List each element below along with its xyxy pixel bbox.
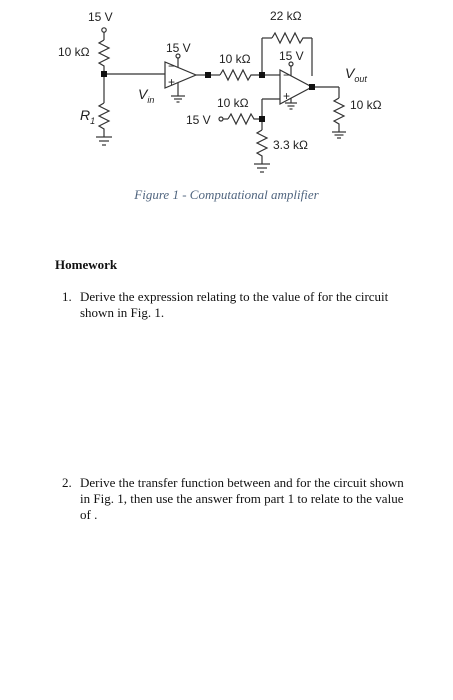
supply-label-top-left: 15 V	[88, 10, 113, 24]
node-inverting	[259, 72, 265, 78]
resistor-top-left	[99, 40, 109, 74]
opamp-2-supply-label: 15 V	[279, 49, 304, 63]
supply-terminal-top-left	[102, 28, 106, 32]
resistor-feedback-label: 22 kΩ	[270, 9, 302, 23]
ground-opamp-1	[171, 96, 185, 102]
opamp-1-minus: −	[168, 59, 176, 73]
resistor-bottom-label: 3.3 kΩ	[273, 138, 308, 152]
resistor-series-label: 10 kΩ	[219, 52, 251, 66]
ground-r1	[96, 137, 112, 145]
ground-opamp-2	[285, 103, 297, 109]
question-2-text: Derive the transfer function between and for the circuit shown in Fig. 1, then use the answer from part 1 to relate to the value of .	[80, 475, 404, 522]
resistor-r1	[99, 103, 109, 137]
resistor-top-left-label: 10 kΩ	[58, 45, 90, 59]
opamp-2-minus: −	[283, 68, 291, 82]
resistor-bottom	[257, 130, 267, 164]
figure-caption: Figure 1 - Computational amplifier	[134, 187, 319, 202]
question-2	[62, 475, 407, 523]
opamp-1-supply-label: 15 V	[166, 41, 191, 55]
ground-bottom	[254, 164, 270, 172]
resistor-bias	[228, 114, 259, 124]
node-vin	[205, 72, 211, 78]
bias-resistor-label: 10 kΩ	[217, 96, 249, 110]
resistor-feedback	[272, 33, 312, 43]
node-vout	[309, 84, 315, 90]
question-1-number: 1.	[62, 289, 72, 304]
question-1-text: Derive the expression relating to the value of for the circuit shown in Fig. 1.	[80, 289, 389, 320]
node-divider	[101, 71, 107, 77]
opamp-2-plus: +	[283, 89, 291, 103]
opamp-1-plus: +	[168, 75, 176, 89]
node-bias	[259, 116, 265, 122]
vout-label: $V_{out}$	[345, 65, 367, 84]
resistor-load	[334, 98, 344, 132]
question-2-number: 2.	[62, 475, 72, 490]
resistor-series	[220, 70, 262, 80]
ground-load	[332, 132, 346, 138]
vin-label: $V_{in}$	[138, 86, 155, 105]
homework-heading: Homework	[55, 257, 118, 272]
circuit-diagram	[0, 0, 453, 180]
resistor-load-label: 10 kΩ	[350, 98, 382, 112]
bias-supply-label: 15 V	[186, 113, 211, 127]
resistor-r1-label: $R_1$	[80, 107, 96, 126]
question-1	[62, 289, 407, 321]
